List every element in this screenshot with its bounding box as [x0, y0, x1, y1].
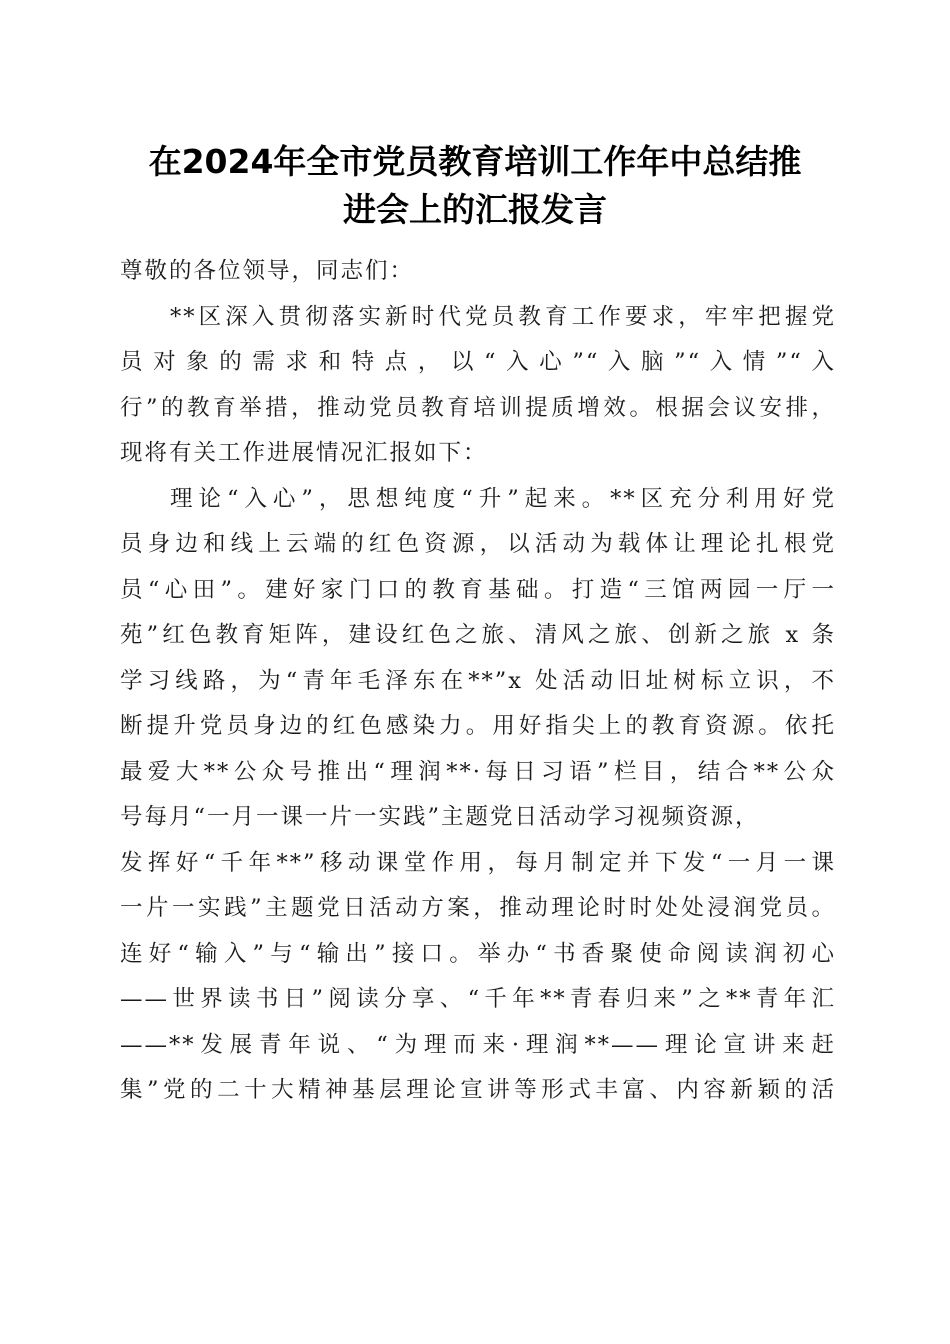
paragraph-line: 员对象的需求和特点，以“入心”“入脑”“入情”“入	[120, 349, 836, 375]
paragraph-1	[120, 295, 836, 477]
paragraph-line: 理论“入心”，思想纯度“升”起来。**区充分利用好党	[170, 485, 836, 512]
paragraph-line: 断提升党员身边的红色感染力。用好指尖上的教育资源。依托	[120, 713, 836, 739]
paragraph-2	[120, 477, 836, 1114]
document-body	[120, 249, 836, 1114]
greeting-line: 尊敬的各位领导，同志们：	[120, 258, 415, 284]
paragraph-line: 员“心田”。建好家门口的教育基础。打造“三馆两园一厅一	[120, 576, 836, 603]
paragraph-line: **区深入贯彻落实新时代党员教育工作要求，牢牢把握党	[170, 303, 836, 330]
paragraph-line: 发挥好“千年**”移动课堂作用，每月制定并下发“一月一课	[120, 849, 836, 876]
paragraph-line: 员身边和线上云端的红色资源，以活动为载体让理论扎根党	[120, 531, 836, 557]
paragraph-line: 一片一实践”主题党日活动方案，推动理论时时处处浸润党员。	[120, 895, 836, 921]
paragraph-line: 最爱大**公众号推出“理润**·每日习语”栏目，结合**公众	[120, 758, 836, 785]
paragraph-line: 集”党的二十大精神基层理论宣讲等形式丰富、内容新颖的活	[120, 1077, 836, 1103]
paragraph-line: 行”的教育举措，推动党员教育培训提质增效。根据会议安排，	[120, 394, 836, 421]
title-line-2: 进会上的汇报发言	[343, 190, 607, 229]
paragraph-line: 号每月“一月一课一片一实践”主题党日活动学习视频资源，	[120, 804, 760, 830]
title-line-1: 在2024年全市党员教育培训工作年中总结推	[148, 142, 802, 181]
paragraph-line: 学习线路，为“青年毛泽东在**”x 处活动旧址树标立识，不	[120, 667, 836, 694]
document-title	[100, 138, 850, 234]
paragraph-line: 苑”红色教育矩阵，建设红色之旅、清风之旅、创新之旅 x 条	[120, 622, 836, 648]
paragraph-line: 现将有关工作进展情况汇报如下：	[120, 440, 488, 466]
paragraph-line: ——世界读书日”阅读分享、“千年**青春归来”之**青年汇	[120, 986, 836, 1012]
paragraph-line: 连好“输入”与“输出”接口。举办“书香聚使命阅读润初心	[120, 940, 836, 967]
paragraph-line: ——**发展青年说、“为理而来·理润**——理论宣讲来赶	[120, 1031, 836, 1058]
